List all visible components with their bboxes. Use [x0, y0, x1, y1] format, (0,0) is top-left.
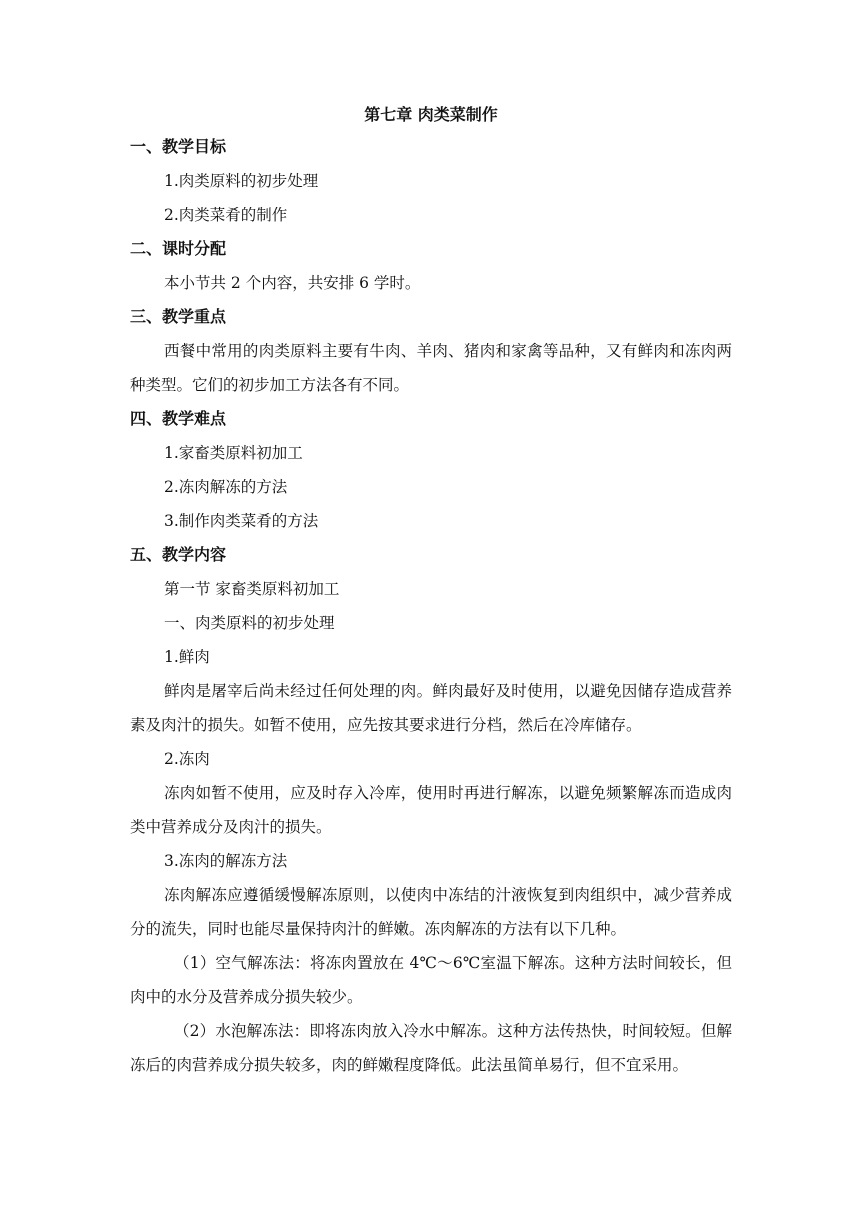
thaw-methods-label: 3.冻肉的解冻方法	[164, 852, 288, 870]
heading-difficulties: 四、教学难点	[130, 409, 227, 428]
subsection-title: 一、肉类原料的初步处理	[164, 614, 335, 632]
chapter-title: 第七章 肉类菜制作	[364, 105, 498, 124]
goal-item: 2.肉类菜肴的制作	[164, 206, 288, 224]
key-points-text: 西餐中常用的肉类原料主要有牛肉、羊肉、猪肉和家禽等品种，又有鲜肉和冻肉两种类型。它们的初步加工方法各有不同。	[130, 342, 732, 394]
section-title: 第一节 家畜类原料初加工	[164, 580, 340, 598]
water-thaw-text: （2）水泡解冻法：即将冻肉放入冷水中解冻。这种方法传热快，时间较短。但解冻后的肉营养成分损失较多，肉的鲜嫩程度降低。此法虽简单易行，但不宜采用。	[130, 1022, 732, 1074]
document-content	[130, 100, 732, 1082]
goal-item: 1.肉类原料的初步处理	[164, 172, 319, 190]
heading-key-points: 三、教学重点	[130, 307, 227, 326]
class-hours-text: 本小节共 2 个内容，共安排 6 学时。	[164, 274, 421, 292]
thaw-methods-text: 冻肉解冻应遵循缓慢解冻原则，以使肉中冻结的汁液恢复到肉组织中，减少营养成分的流失，同时也能尽量保持肉汁的鲜嫩。冻肉解冻的方法有以下几种。	[130, 886, 732, 938]
fresh-meat-label: 1.鲜肉	[164, 648, 210, 666]
difficulty-item: 1.家畜类原料初加工	[164, 444, 303, 462]
heading-teaching-content: 五、教学内容	[130, 545, 227, 564]
difficulty-item: 3.制作肉类菜肴的方法	[164, 512, 319, 530]
heading-class-hours: 二、课时分配	[130, 239, 227, 258]
fresh-meat-text: 鲜肉是屠宰后尚未经过任何处理的肉。鲜肉最好及时使用，以避免因储存造成营养素及肉汁的损失。如暂不使用，应先按其要求进行分档，然后在冷库储存。	[130, 682, 732, 734]
heading-teaching-goals: 一、教学目标	[130, 137, 227, 156]
frozen-meat-label: 2.冻肉	[164, 750, 210, 768]
difficulty-item: 2.冻肉解冻的方法	[164, 478, 288, 496]
air-thaw-text: （1）空气解冻法：将冻肉置放在 4℃～6℃室温下解冻。这种方法时间较长，但肉中的水分及营养成分损失较少。	[130, 954, 732, 1006]
frozen-meat-text: 冻肉如暂不使用，应及时存入冷库，使用时再进行解冻，以避免频繁解冻而造成肉类中营养成分及肉汁的损失。	[130, 784, 732, 836]
